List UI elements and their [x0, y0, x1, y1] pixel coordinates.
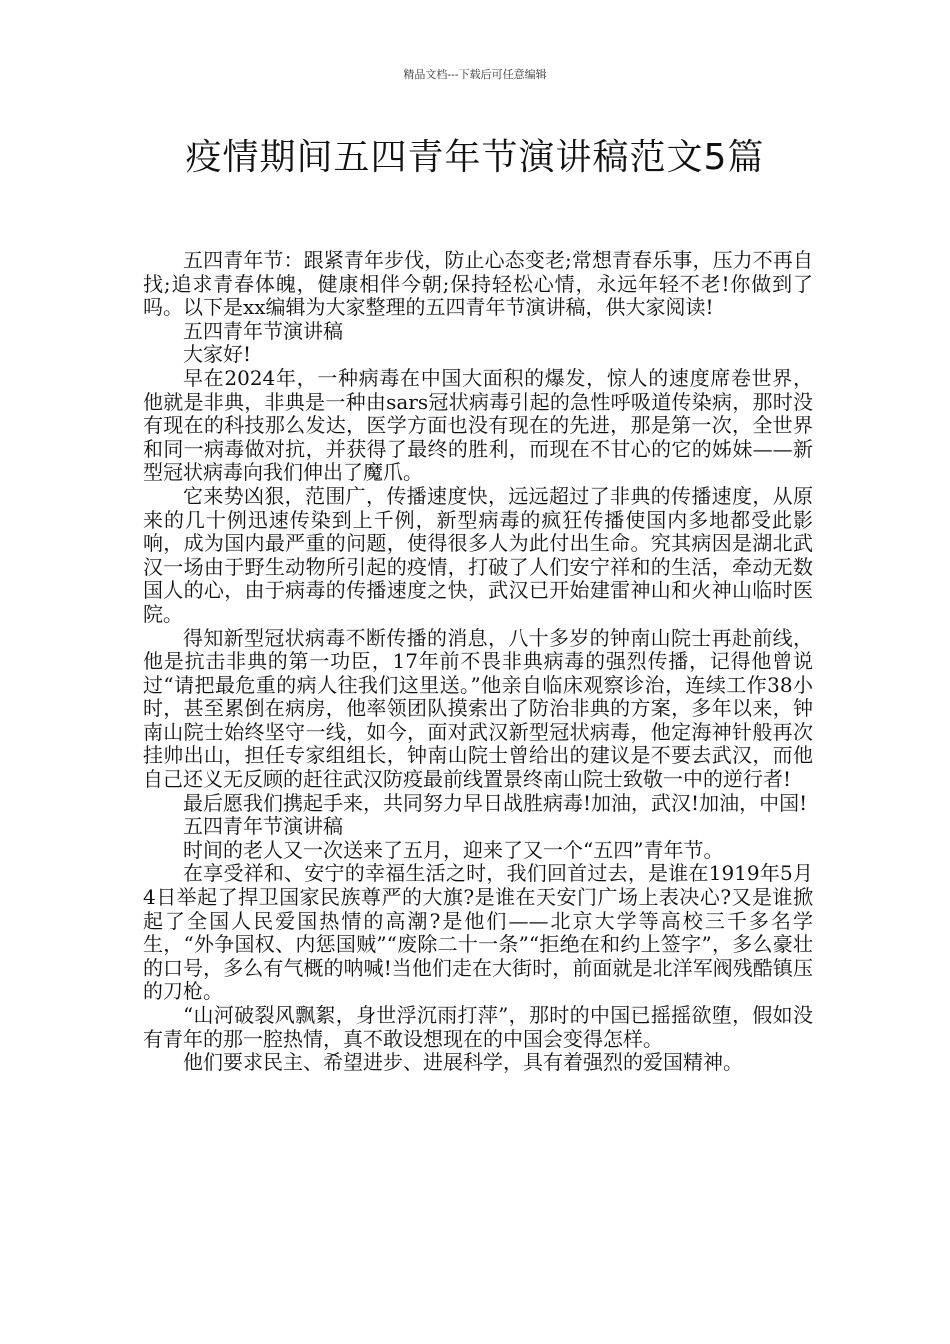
header-note: 精品文档---下载后可任意编辑 [403, 68, 547, 81]
paragraph: 时间的老人又一次送来了五月，迎来了又一个“五四”青年节。 [183, 837, 724, 862]
paragraph-greeting: 大家好! [183, 342, 252, 367]
paragraph: 最后愿我们携起手来，共同努力早日战胜病毒!加油，武汉!加油，中国! [183, 790, 808, 815]
paragraph: 早在2024年，一种病毒在中国大面积的爆发，惊人的速度席卷世界，他就是非典，非典是一种由sars冠状病毒引起的急性呼吸道传染病，那时没有现在的科技那么发达，医学方面也没有现在的先进，那是第一次，全世界和同一病毒做对抗，并获得了最终的胜利，而现在不甘心的它的姊妹——新型冠状病毒向我们伸出了魔爪。 [143, 365, 813, 485]
paragraph: “山河破裂风飘絮，身世浮沉雨打萍”，那时的中国已摇摇欲堕，假如没有青年的那一腔热情，真不敢设想现在的中国会变得怎样。 [143, 1003, 813, 1051]
paragraph-intro: 五四青年节：跟紧青年步伐，防止心态变老;常想青春乐事，压力不再自找;追求青春体魄，健康相伴今朝;保持轻松心情，永远年轻不老!你做到了吗。以下是xx编辑为大家整理的五四青年节演讲稿，供大家阅读! [143, 248, 813, 320]
paragraph: 他们要求民主、希望进步、进展科学，具有着强烈的爱国精神。 [183, 1050, 743, 1075]
document-body [143, 249, 813, 1075]
document-title: 疫情期间五四青年节演讲稿范文5篇 [185, 137, 765, 178]
paragraph: 得知新型冠状病毒不断传播的消息，八十多岁的钟南山院士再赴前线，他是抗击非典的第一功臣，17年前不畏非典病毒的强烈传播，记得他曾说过“请把最危重的病人往我们这里送。”他亲自临床观察诊治，连续工作38小时，甚至累倒在病房，他率领团队摸索出了防治非典的方案，多年以来，钟南山院士始终坚守一线，如今，面对武汉新型冠状病毒，他定海神针般再次挂帅出山，担任专家组组长，钟南山院士曾给出的建议是不要去武汉，而他自己还义无反顾的赶往武汉防疫最前线置景终南山院士致敬一中的逆行者! [143, 625, 813, 792]
section-heading-speech-1: 五四青年节演讲稿 [183, 318, 343, 343]
paragraph: 在享受祥和、安宁的幸福生活之时，我们回首过去，是谁在1919年5月4日举起了捍卫国家民族尊严的大旗?是谁在天安门广场上表决心?又是谁掀起了全国人民爱国热情的高潮?是他们——北京大学等高校三千多名学生，“外争国权、内惩国贼”“废除二十一条”“拒绝在和约上签字”，多么豪壮的口号，多么有气概的呐喊!当他们走在大街时，前面就是北洋军阀残酷镇压的刀枪。 [143, 861, 813, 1004]
section-heading-speech-2: 五四青年节演讲稿 [183, 814, 343, 839]
paragraph: 它来势凶狠，范围广，传播速度快，远远超过了非典的传播速度，从原来的几十例迅速传染到上千例，新型病毒的疯狂传播使国内多地都受此影响，成为国内最严重的问题，使得很多人为此付出生命。究其病因是湖北武汉一场由于野生动物所引起的疫情，打破了人们安宁祥和的生活，牵动无数国人的心，由于病毒的传播速度之快，武汉已开始建雷神山和火神山临时医院。 [143, 483, 813, 626]
